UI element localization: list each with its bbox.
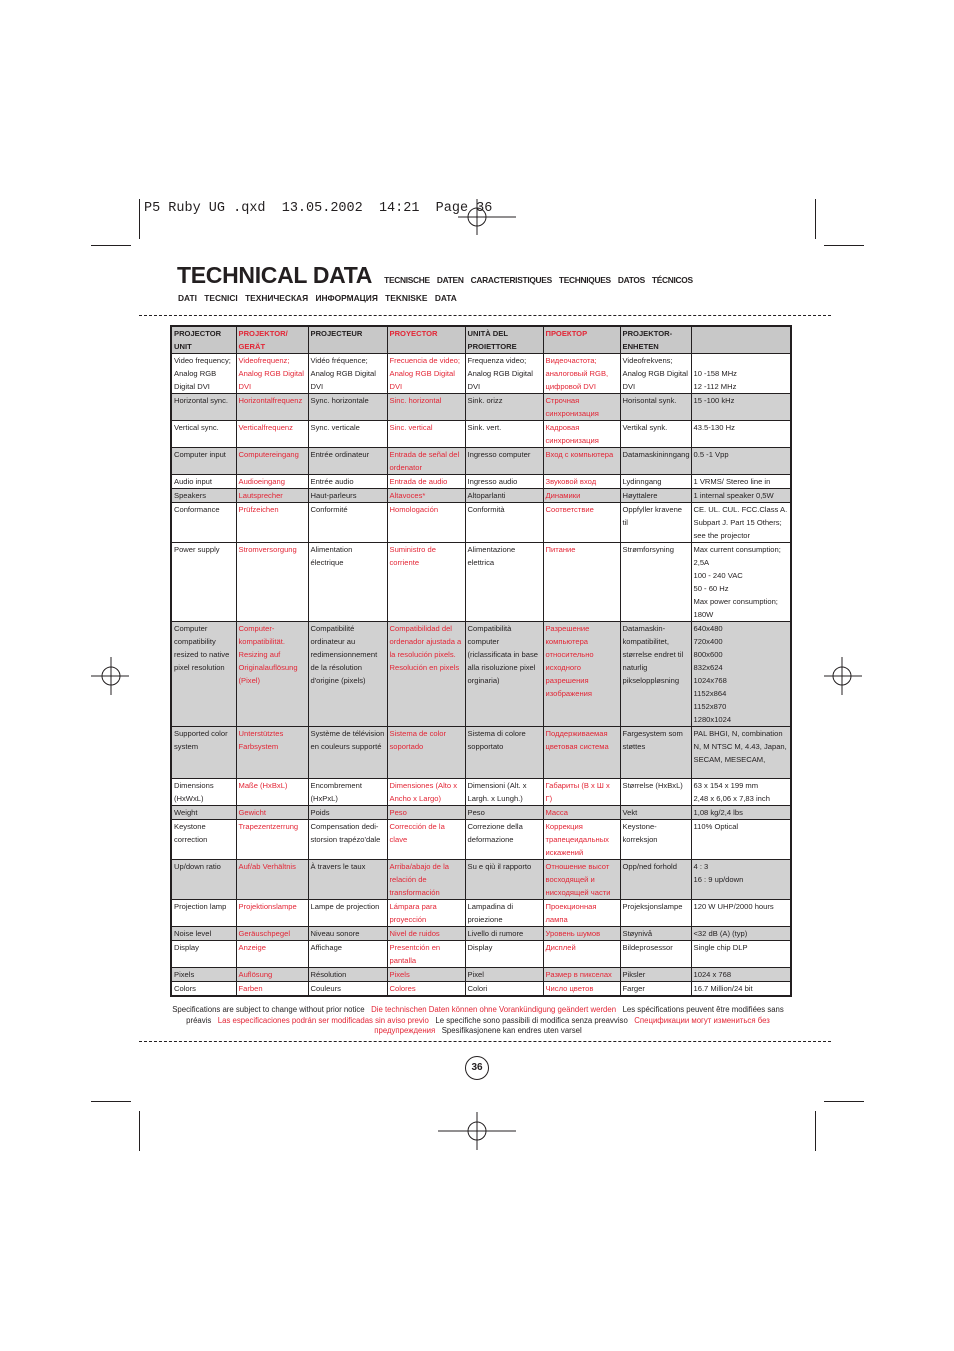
spec-label-cell: Entrada de audio [387,475,465,489]
table-row [171,727,791,779]
disclaimer-en: Specifications are subject to change without prior notice [172,1005,365,1014]
disclaimer-fr: Les spécifications peuvent être modifiées sans préavis [186,1005,784,1025]
spec-label-cell: Støynivå [620,927,691,941]
spec-label-cell: Horisontal synk. [620,394,691,421]
table-row [171,448,791,475]
page-title: TECHNICAL DATA [177,262,373,288]
spec-label-cell: Sink. vert. [465,421,543,448]
table-row [171,900,791,927]
spec-label-cell: Speakers [171,489,236,503]
spec-label-cell: Affichage [308,941,387,968]
spec-label-cell: Opp/ned forhold [620,860,691,900]
spec-label-cell: Livello di rumore [465,927,543,941]
table-row [171,806,791,820]
spec-label-cell: Lámpara para proyección [387,900,465,927]
crop-mark [91,245,131,246]
dashed-divider-top [139,315,831,316]
spec-label-cell: Sistema de color soportado [387,727,465,779]
spec-label-cell: Colores [387,982,465,997]
spec-label-cell: Sink. orizz [465,394,543,421]
dashed-divider-bottom [139,1041,831,1042]
spec-label-cell: Encombrement (HxPxL) [308,779,387,806]
spec-label-cell: Alimentazione elettrica [465,543,543,622]
spec-value-cell: <32 dB (A) (typ) [691,927,791,941]
spec-label-cell: Строчная синхронизация [543,394,620,421]
table-row [171,394,791,421]
spec-label-cell: Dimensions (HxWxL) [171,779,236,806]
spec-label-cell: Videofrekvens; Analog RGB Digital DVI [620,354,691,394]
spec-label-cell: Suministro de corriente [387,543,465,622]
column-header [691,326,791,354]
spec-label-cell: Strømforsyning [620,543,691,622]
spec-label-cell: Colori [465,982,543,997]
spec-label-cell: Vertikal synk. [620,421,691,448]
spec-label-cell: Отношение высот восходящей и нисходящей части [543,860,620,900]
registration-mark-icon [824,657,862,695]
spec-label-cell: Up/down ratio [171,860,236,900]
spec-value-cell: 110% Optical [691,820,791,860]
spec-label-cell: Correzione della deformazione [465,820,543,860]
spec-label-cell: Entrée ordinateur [308,448,387,475]
spec-label-cell: Vertical sync. [171,421,236,448]
page-number: 36 [465,1056,489,1080]
technical-data-table [170,325,792,997]
spec-label-cell: Résolution [308,968,387,982]
spec-label-cell: Динамики [543,489,620,503]
spec-label-cell: Compatibilité ordinateur au redimensionnement de la résolution d'origine (pixels) [308,622,387,727]
crop-mark [815,1111,816,1151]
spec-label-cell: Presentción en pantalla [387,941,465,968]
spec-label-cell: Høyttalere [620,489,691,503]
spec-label-cell: Power supply [171,543,236,622]
spec-label-cell: Gewicht [236,806,308,820]
spec-label-cell: Ingresso computer [465,448,543,475]
spec-label-cell: Homologación [387,503,465,543]
spec-label-cell: Projection lamp [171,900,236,927]
spec-label-cell: Поддерживаемая цветовая система [543,727,620,779]
spec-label-cell: Sync. horizontale [308,394,387,421]
spec-label-cell: Alimentation électrique [308,543,387,622]
table-row [171,489,791,503]
spec-label-cell: Keystone-korreksjon [620,820,691,860]
spec-label-cell: Габариты (В x Ш x Г) [543,779,620,806]
disclaimer-es: Las especificaciones podrán ser modificadas sin aviso previo [217,1015,429,1025]
spec-value-cell: 640x480 720x400 800x600 832x624 1024x768 1152x864 1152x870 1280x1024 [691,622,791,727]
spec-label-cell: Peso [387,806,465,820]
spec-value-cell: 120 W UHP/2000 hours [691,900,791,927]
spec-label-cell: Conformance [171,503,236,543]
spec-value-cell: 1024 x 768 [691,968,791,982]
spec-label-cell: Horizontal sync. [171,394,236,421]
spec-label-cell: Datamaskin-kompatibilitet, størrelse endret til naturlig pikseloppløsning [620,622,691,727]
spec-label-cell: Sync. verticale [308,421,387,448]
crop-mark [139,1111,140,1151]
spec-label-cell: Su e qiù il rapporto [465,860,543,900]
spec-label-cell: Noise level [171,927,236,941]
spec-label-cell: Разрешение компьютера относительно исходного разрешения изображения [543,622,620,727]
crop-mark [139,199,140,239]
spec-value-cell: 63 x 154 x 199 mm 2,48 x 6,06 x 7,83 inch [691,779,791,806]
table-row [171,941,791,968]
spec-value-cell: PAL BHGI, N, combination N, M NTSC M, 4.43, Japan, SECAM, MESECAM, [691,727,791,779]
spec-label-cell: Trapezentzerrung [236,820,308,860]
spec-label-cell: Computer input [171,448,236,475]
spec-label-cell: Keystone correction [171,820,236,860]
table-row [171,622,791,727]
spec-label-cell: Computereingang [236,448,308,475]
spec-value-cell: 4 : 3 16 : 9 up/down [691,860,791,900]
page-subtitle-line-1: TECNISCHE DATEN CARACTERISTIQUES TECHNIQUES DATOS TÉCNICOS [384,275,693,285]
spec-label-cell: Масса [543,806,620,820]
crop-mark [91,1101,131,1102]
table-row [171,543,791,622]
spec-label-cell: Соответствие [543,503,620,543]
spec-label-cell: Dimensioni (Alt. x Largh. x Lungh.) [465,779,543,806]
spec-label-cell: Коррекция трапецеидальных искажений [543,820,620,860]
spec-label-cell: Pixel [465,968,543,982]
spec-label-cell: Lampe de projection [308,900,387,927]
column-header: PROYECTOR [387,326,465,354]
spec-label-cell: Entrée audio [308,475,387,489]
spec-label-cell: Altavoces* [387,489,465,503]
spec-label-cell: Vekt [620,806,691,820]
spec-label-cell: Проекционная лампа [543,900,620,927]
table-row [171,503,791,543]
crop-mark [824,245,864,246]
spec-label-cell: Maße (HxBxL) [236,779,308,806]
spec-label-cell: Projektionslampe [236,900,308,927]
disclaimer-no: Spesifikasjonene kan endres uten varsel [441,1026,582,1035]
spec-label-cell: Lampadina di proiezione [465,900,543,927]
spec-label-cell: Poids [308,806,387,820]
spec-label-cell: Oppfyller kravene til [620,503,691,543]
spec-label-cell: Frecuencia de video; Analog RGB Digital DVI [387,354,465,394]
file-slug-line: P5 Ruby UG .qxd 13.05.2002 14:21 Page 36 [144,201,493,216]
spec-label-cell: Horizontalfrequenz [236,394,308,421]
table-row [171,354,791,394]
registration-mark-icon [438,1112,516,1150]
spec-label-cell: Кадровая синхронизация [543,421,620,448]
spec-label-cell: Supported color system [171,727,236,779]
spec-label-cell: Bildeprosessor [620,941,691,968]
spec-label-cell: Audioeingang [236,475,308,489]
spec-label-cell: Farger [620,982,691,997]
disclaimer-it: Le specifiche sono passibili di modifica senza preavviso [435,1015,628,1025]
spec-label-cell: Haut-parleurs [308,489,387,503]
disclaimer-ru: Спецификации могут измениться без предупреждения [374,1015,770,1035]
spec-label-cell: Geräuschpegel [236,927,308,941]
spec-label-cell: Anzeige [236,941,308,968]
table-row [171,475,791,489]
spec-label-cell: Ingresso audio [465,475,543,489]
spec-label-cell: Système de télévision en couleurs supporté [308,727,387,779]
spec-label-cell: Lydinngang [620,475,691,489]
spec-label-cell: Pixels [171,968,236,982]
spec-value-cell: Single chip DLP [691,941,791,968]
spec-value-cell: 1,08 kg/2,4 lbs [691,806,791,820]
table-row [171,860,791,900]
spec-label-cell: Video frequency; Analog RGB Digital DVI [171,354,236,394]
spec-value-cell: 15 -100 kHz [691,394,791,421]
spec-value-cell: 16.7 Million/24 bit [691,982,791,997]
table-row [171,421,791,448]
column-header: PROJECTEUR [308,326,387,354]
spec-value-cell: 0.5 -1 Vpp [691,448,791,475]
spec-value-cell: 1 internal speaker 0,5W [691,489,791,503]
spec-label-cell: Conformità [465,503,543,543]
spec-value-cell: 10 -158 MHz 12 -112 MHz [691,354,791,394]
spec-label-cell: Auflösung [236,968,308,982]
spec-label-cell: Питание [543,543,620,622]
spec-label-cell: Уровень шумов [543,927,620,941]
registration-mark-icon [458,197,516,237]
crop-mark [824,1101,864,1102]
spec-label-cell: Entrada de señal del ordenator [387,448,465,475]
spec-label-cell: Peso [465,806,543,820]
spec-label-cell: Farben [236,982,308,997]
spec-label-cell: Auf/ab Verhältnis [236,860,308,900]
spec-label-cell: Видеочастота; аналоговый RGB, цифровой DVI [543,354,620,394]
spec-label-cell: Число цветов [543,982,620,997]
spec-label-cell: Compatibilidad del ordenador ajustada a la resolución pixels. Resolución en pixels [387,622,465,727]
spec-label-cell: Couleurs [308,982,387,997]
table-row [171,968,791,982]
spec-label-cell: Altoparlanti [465,489,543,503]
spec-label-cell: Frequenza video; Analog RGB Digital DVI [465,354,543,394]
table-row [171,820,791,860]
spec-label-cell: Colors [171,982,236,997]
table-row [171,982,791,997]
table-row [171,927,791,941]
spec-label-cell: Display [171,941,236,968]
spec-label-cell: Verticalfrequenz [236,421,308,448]
spec-label-cell: Størrelse (HxBxL) [620,779,691,806]
page-subtitle-line-2: DATI TECNICI ТЕХНИЧЕСКАЯ ИНФОРМАЦИЯ TEKNISKE DATA [178,293,457,303]
column-header: ПРОЕКТОР [543,326,620,354]
spec-label-cell: Звуковой вход [543,475,620,489]
spec-label-cell: Дисплей [543,941,620,968]
spec-label-cell: Sinc. vertical [387,421,465,448]
spec-label-cell: Compensation dedi-storsion trapézo'dale [308,820,387,860]
spec-label-cell: Lautsprecher [236,489,308,503]
spec-label-cell: Размер в пикселах [543,968,620,982]
column-header: PROJEKTOR/ GERÄT [236,326,308,354]
spec-label-cell: Nivel de ruidos [387,927,465,941]
spec-label-cell: Sistema di colore sopportato [465,727,543,779]
spec-label-cell: Audio input [171,475,236,489]
registration-mark-icon [91,657,129,695]
spec-label-cell: Corrección de la clave [387,820,465,860]
spec-label-cell: Display [465,941,543,968]
spec-label-cell: À travers le taux [308,860,387,900]
spec-label-cell: Videofrequenz; Analog RGB Digital DVI [236,354,308,394]
spec-value-cell: 43.5-130 Hz [691,421,791,448]
page-title-block [177,262,693,289]
spec-label-cell: Prüfzeichen [236,503,308,543]
spec-value-cell: Max current consumption; 2,5A 100 - 240 VAC 50 - 60 Hz Max power consumption; 180W [691,543,791,622]
spec-value-cell: CE. UL. CUL. FCC.Class A. Subpart J. Part 15 Others; see the projector [691,503,791,543]
table-header-row [171,326,791,354]
spec-label-cell: Computer-kompatibilität. Resizing auf Originalauflösung (Pixel) [236,622,308,727]
disclaimer-de: Die technischen Daten können ohne Vorankündigung geändert werden [371,1005,617,1014]
column-header: UNITÀ DEL PROIETTORE [465,326,543,354]
spec-label-cell: Pixels [387,968,465,982]
spec-label-cell: Dimensiones (Alto x Ancho x Largo) [387,779,465,806]
spec-label-cell: Niveau sonore [308,927,387,941]
spec-label-cell: Sinc. horizontal [387,394,465,421]
spec-label-cell: Unterstütztes Farbsystem [236,727,308,779]
spec-label-cell: Weight [171,806,236,820]
spec-label-cell: Vidéo fréquence; Analog RGB Digital DVI [308,354,387,394]
spec-label-cell: Piksler [620,968,691,982]
spec-label-cell: Conformité [308,503,387,543]
column-header: PROJEKTOR-ENHETEN [620,326,691,354]
spec-label-cell: Computer compatibility resized to native pixel resolution [171,622,236,727]
column-header: PROJECTOR UNIT [171,326,236,354]
spec-label-cell: Compatibilità computer (riclassificata in base alla risoluzione pixel orginaria) [465,622,543,727]
spec-value-cell: 1 VRMS/ Stereo line in [691,475,791,489]
crop-mark [815,199,816,239]
spec-label-cell: Stromversorgung [236,543,308,622]
specification-disclaimer [172,1005,784,1037]
spec-label-cell: Projeksjonslampe [620,900,691,927]
spec-label-cell: Fargesystem som støttes [620,727,691,779]
spec-label-cell: Вход с компьютера [543,448,620,475]
spec-label-cell: Datamaskininngang [620,448,691,475]
table-row [171,779,791,806]
spec-label-cell: Arriba/abajo de la relación de transformación [387,860,465,900]
